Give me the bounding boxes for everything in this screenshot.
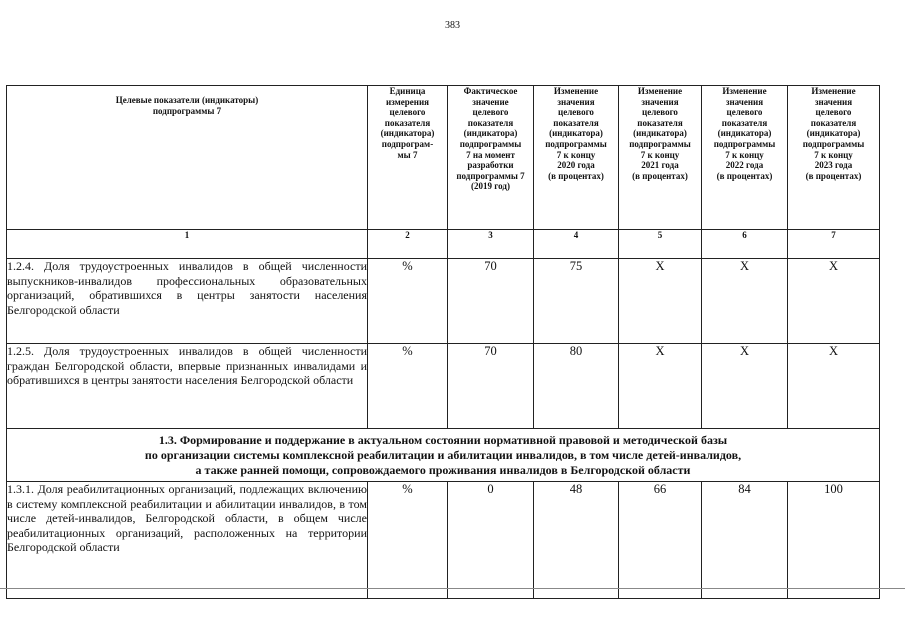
fact-2019-cell: 70 — [448, 344, 534, 429]
section-heading-line: 1.3. Формирование и поддержание в актуальном состоянии нормативной правовой и методической базы — [158, 432, 728, 447]
value-2022-cell: X — [702, 259, 788, 344]
unit-cell: % — [368, 344, 448, 429]
header-2023 — [788, 86, 880, 230]
indicator-cell: 1.2.4. Доля трудоустроенных инвалидов в общей численности выпускников-инвалидов профессиональных образовательных организаций, обратившихся в центры занятости населения Белгородской области — [7, 259, 368, 344]
fact-2019-cell: 0 — [448, 482, 534, 599]
header-2022-text: Изменение значения целевого показателя (индикатора) подпрограммы 7 к концу 2022 года (в процентах) — [713, 86, 776, 181]
page-bottom-rule — [0, 588, 905, 589]
header-2021-text: Изменение значения целевого показателя (индикатора) подпрограммы 7 к концу 2021 года (в процентах) — [629, 86, 691, 181]
header-unit-text: Единица измерения целевого показателя (индикатора) подпрограм- мы 7 — [380, 86, 435, 160]
value-2021-cell: X — [619, 259, 702, 344]
indicator-cell: 1.3.1. Доля реабилитационных организаций, подлежащих включению в систему комплексной реабилитации и абилитации инвалидов, в том числе детей-инвалидов, Белгородской области, в общем числе реабилитационных организаций, расположенных на территории Белгородской области — [7, 482, 368, 599]
value-2020-cell: 48 — [534, 482, 619, 599]
column-number-row — [7, 230, 880, 259]
section-heading-row — [7, 429, 880, 482]
header-2023-text: Изменение значения целевого показателя (индикатора) подпрограммы 7 к концу 2023 года (в процентах) — [802, 86, 865, 181]
table-row — [7, 482, 880, 599]
indicators-table — [6, 85, 880, 599]
column-number: 1 — [7, 230, 368, 259]
table-row — [7, 344, 880, 429]
column-number: 5 — [619, 230, 702, 259]
value-2021-cell: 66 — [619, 482, 702, 599]
header-2021 — [619, 86, 702, 230]
header-fact-2019 — [448, 86, 534, 230]
fact-2019-cell: 70 — [448, 259, 534, 344]
column-number: 4 — [534, 230, 619, 259]
value-2021-cell: X — [619, 344, 702, 429]
header-2020-text: Изменение значения целевого показателя (индикатора) подпрограммы 7 к концу 2020 года (в процентах) — [545, 86, 607, 181]
unit-cell: % — [368, 259, 448, 344]
value-2023-cell: 100 — [788, 482, 880, 599]
table-row — [7, 259, 880, 344]
section-heading-line: по организации системы комплексной реабилитации и абилитации инвалидов, в том числе детей-инвалидов, — [144, 447, 742, 462]
header-2022 — [702, 86, 788, 230]
value-2023-cell: X — [788, 259, 880, 344]
header-fact-2019-text: Фактическое значение целевого показателя (индикатора) подпрограммы 7 на момент разработки подпрограммы 7 (2019 год) — [456, 86, 525, 192]
section-heading — [7, 429, 880, 482]
section-heading-line: а также ранней помощи, сопровождаемого проживания инвалидов в Белгородской области — [195, 462, 691, 477]
page-number: 383 — [445, 20, 460, 31]
value-2022-cell: X — [702, 344, 788, 429]
column-number: 6 — [702, 230, 788, 259]
column-number: 7 — [788, 230, 880, 259]
header-2020 — [534, 86, 619, 230]
value-2020-cell: 80 — [534, 344, 619, 429]
value-2020-cell: 75 — [534, 259, 619, 344]
header-row — [7, 86, 880, 230]
indicator-cell: 1.2.5. Доля трудоустроенных инвалидов в общей численности граждан Белгородской области, впервые признанных инвалидами и обратившихся в центры занятости населения Белгородской области — [7, 344, 368, 429]
column-number: 3 — [448, 230, 534, 259]
header-unit — [368, 86, 448, 230]
value-2022-cell: 84 — [702, 482, 788, 599]
value-2023-cell: X — [788, 344, 880, 429]
header-indicator — [7, 86, 368, 230]
unit-cell: % — [368, 482, 448, 599]
header-indicator-text: Целевые показатели (индикаторы) подпрограммы 7 — [115, 95, 259, 116]
column-number: 2 — [368, 230, 448, 259]
